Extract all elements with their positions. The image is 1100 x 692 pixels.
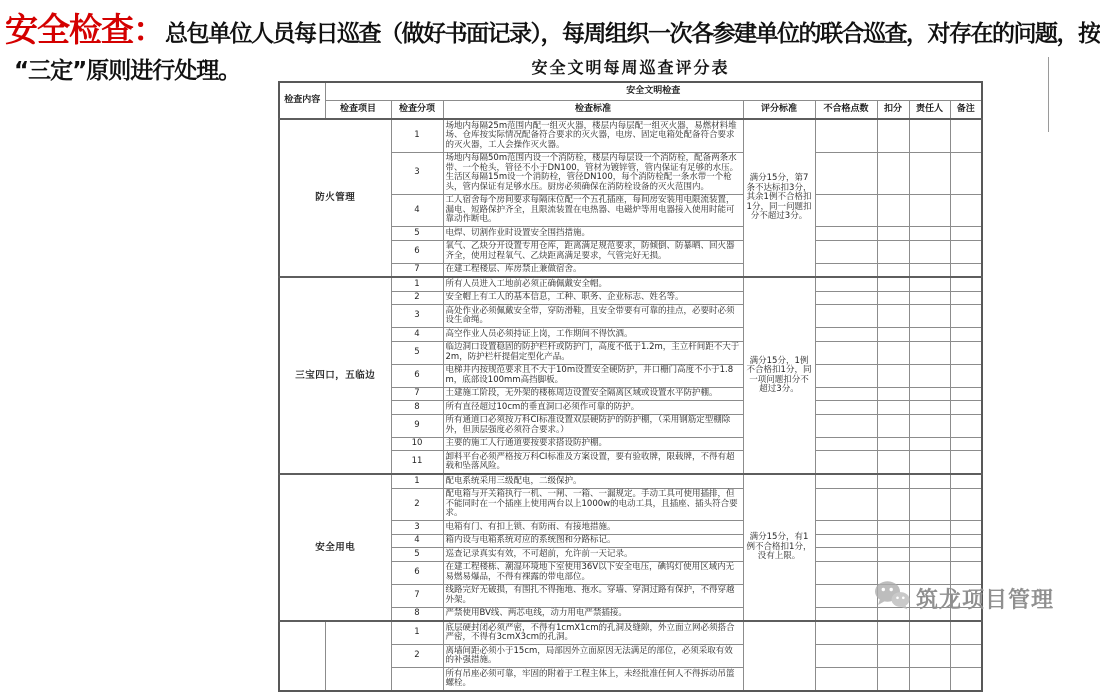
responsible-cell xyxy=(909,119,950,152)
responsible-cell xyxy=(909,263,950,277)
defect-count-cell xyxy=(815,414,877,437)
responsible-cell xyxy=(909,534,950,548)
watermark-text: 筑龙项目管理 xyxy=(915,587,1054,613)
responsible-cell xyxy=(909,194,950,227)
check-item-number: 6 xyxy=(391,364,443,387)
check-content-cell xyxy=(279,621,325,691)
check-item-number: 4 xyxy=(391,194,443,227)
table-title: 安全文明每周巡查评分表 xyxy=(531,58,730,77)
check-item-number: 1 xyxy=(391,474,443,488)
defect-count-cell xyxy=(815,364,877,387)
stray-vertical-line xyxy=(1048,57,1049,132)
headline-text-line1: 总包单位人员每日巡查（做好书面记录），每周组织一次各参建单位的联合巡查，对存在的问题，按 xyxy=(165,21,1100,47)
check-standard-text: 安全帽上有工人的基本信息，工种、职务、企业标志、姓名等。 xyxy=(443,291,743,305)
remark-cell xyxy=(950,263,982,277)
check-standard-text: 底层硬封闭必须严密，不得有1cmX1cm的孔洞及缝隙，外立面立网必须搭合严密，不得有3cmX3cm的孔洞。 xyxy=(443,621,743,645)
check-standard-text: 高处作业必须佩戴安全带，穿防滑鞋，且安全带要有可靠的挂点，必要时必须设生命绳。 xyxy=(443,305,743,328)
defect-count-cell xyxy=(815,240,877,263)
defect-count-cell xyxy=(815,437,877,451)
check-item-number: 5 xyxy=(391,548,443,562)
remark-cell xyxy=(950,451,982,475)
header-deduction: 扣分 xyxy=(877,101,909,120)
defect-count-cell xyxy=(815,341,877,364)
responsible-cell xyxy=(909,401,950,415)
header-check-standard: 检查标准 xyxy=(443,101,743,120)
check-item-number: 8 xyxy=(391,607,443,621)
check-standard-text: 所有通道口必须按万科CI标准设置双层硬防护的防护棚，（采用钢筋定型棚除外，但顶层强度必须符合要求。） xyxy=(443,414,743,437)
deduction-cell xyxy=(877,194,909,227)
deduction-cell xyxy=(877,227,909,241)
remark-cell xyxy=(950,277,982,291)
check-item-number: 1 xyxy=(391,621,443,645)
remark-cell xyxy=(950,291,982,305)
responsible-cell xyxy=(909,488,950,521)
check-standard-text: 离墙间距必须小于15cm，局部因外立面原因无法满足的部位，必须采取有效的补强措施。 xyxy=(443,645,743,668)
check-standard-text: 工人宿舍每个房间要求每隔床位配一个五孔插座，每间房安装用电限流装置，漏电、短路保护齐全，且限流装置在电热器、电磁炉等用电器接入使用时能可靠动作断电。 xyxy=(443,194,743,227)
check-standard-text: 在建工程楼栋、潮湿环境地下室使用36V以下安全电压，碘钨灯使用区域内无易燃易爆品，不得有裸露的带电部位。 xyxy=(443,561,743,584)
table-row xyxy=(279,119,982,152)
remark-cell xyxy=(950,488,982,521)
check-standard-text: 巡查记录真实有效，不可超前，允许前一天记录。 xyxy=(443,548,743,562)
table-row xyxy=(279,474,982,488)
table-row xyxy=(279,621,982,645)
check-standard-text: 配电系统采用三级配电，二级保护。 xyxy=(443,474,743,488)
check-standard-text: 所有直径超过10cm的垂直洞口必须作可靠的防护。 xyxy=(443,401,743,415)
deduction-cell xyxy=(877,341,909,364)
defect-count-cell xyxy=(815,534,877,548)
defect-count-cell xyxy=(815,328,877,342)
remark-cell xyxy=(950,548,982,562)
defect-count-cell xyxy=(815,548,877,562)
check-item-number: 10 xyxy=(391,437,443,451)
defect-count-cell xyxy=(815,401,877,415)
check-standard-text: 卸料平台必须严格按万科CI标准及方案设置，要有验收牌，限载牌，不得有超载和坠落风险。 xyxy=(443,451,743,475)
responsible-cell xyxy=(909,305,950,328)
responsible-cell xyxy=(909,387,950,401)
header-check-item: 检查分项 xyxy=(391,101,443,120)
defect-count-cell xyxy=(815,152,877,194)
deduction-cell xyxy=(877,277,909,291)
check-item-number: 8 xyxy=(391,401,443,415)
check-standard-text: 所有吊座必须可靠，牢固的附着于工程主体上，未经批准任何人不得拆动吊篮螺栓。 xyxy=(443,668,743,692)
remark-cell xyxy=(950,437,982,451)
defect-count-cell xyxy=(815,645,877,668)
deduction-cell xyxy=(877,119,909,152)
defect-count-cell xyxy=(815,474,877,488)
deduction-cell xyxy=(877,364,909,387)
check-project-cell: 安全用电 xyxy=(279,474,391,621)
responsible-cell xyxy=(909,474,950,488)
check-item-number xyxy=(391,668,443,692)
remark-cell xyxy=(950,534,982,548)
responsible-cell xyxy=(909,152,950,194)
responsible-cell xyxy=(909,548,950,562)
check-item-number: 1 xyxy=(391,119,443,152)
deduction-cell xyxy=(877,645,909,668)
responsible-cell xyxy=(909,668,950,692)
defect-count-cell xyxy=(815,305,877,328)
remark-cell xyxy=(950,668,982,692)
responsible-cell xyxy=(909,240,950,263)
header-responsible: 责任人 xyxy=(909,101,950,120)
check-item-number: 6 xyxy=(391,561,443,584)
defect-count-cell xyxy=(815,668,877,692)
responsible-cell xyxy=(909,645,950,668)
header-score-rule: 评分标准 xyxy=(743,101,815,120)
deduction-cell xyxy=(877,451,909,475)
score-rule-cell xyxy=(743,621,815,691)
check-standard-text: 电梯井内按规范要求且不大于10m设置安全硬防护，井口栅门高度不小于1.8m，底部设100mm高挡脚板。 xyxy=(443,364,743,387)
check-standard-text: 电箱有门、有扣上锁、有防雨、有接地措施。 xyxy=(443,521,743,535)
check-project-cell: 三宝四口，五临边 xyxy=(279,277,391,474)
responsible-cell xyxy=(909,227,950,241)
check-standard-text: 配电箱与开关箱执行一机、一闸、一箱、一漏规定。手动工具可使用插排，但不能同时在一个插座上使用两台以上1000w的电动工具，且插座、插头符合要求。 xyxy=(443,488,743,521)
deduction-cell xyxy=(877,474,909,488)
check-project-cell xyxy=(325,621,391,691)
check-standard-text: 在建工程楼层、库房禁止兼做宿舍。 xyxy=(443,263,743,277)
header-remark: 备注 xyxy=(950,101,982,120)
deduction-cell xyxy=(877,263,909,277)
check-item-number: 11 xyxy=(391,451,443,475)
defect-count-cell xyxy=(815,291,877,305)
defect-count-cell xyxy=(815,194,877,227)
check-standard-text: 场地内每隔50m范围内设一个消防栓，楼层内每层设一个消防栓，配备两条水带、一个枪头，管径不小于DN100，管材为镀锌管，管内保证有足够的水压。生活区每隔15m设一个消防栓，管径DN100，每个消防栓配一条水带一个枪头，管内保证有足够水压。厨房必须确保在消防栓设备的灭火范围内。 xyxy=(443,152,743,194)
deduction-cell xyxy=(877,291,909,305)
remark-cell xyxy=(950,119,982,152)
remark-cell xyxy=(950,401,982,415)
check-item-number: 4 xyxy=(391,328,443,342)
remark-cell xyxy=(950,240,982,263)
score-rule-cell: 满分15分，有1例不合格扣1分，没有上限。 xyxy=(743,474,815,621)
score-rule-cell: 满分15分，1例不合格扣1分，同一项问题扣分不超过3分。 xyxy=(743,277,815,474)
header-check-project: 检查项目 xyxy=(325,101,391,120)
defect-count-cell xyxy=(815,584,877,607)
check-item-number: 7 xyxy=(391,263,443,277)
check-standard-text: 氧气、乙炔分开设置专用仓库，距离满足规范要求，防倾倒、防暴晒、回火器齐全，使用过程氧气、乙炔距离满足要求，气管完好无损。 xyxy=(443,240,743,263)
headline-text-line2: “三定”原则进行处理。 xyxy=(14,58,241,84)
deduction-cell xyxy=(877,534,909,548)
check-standard-text: 高空作业人员必须持证上岗，工作期间不得饮酒。 xyxy=(443,328,743,342)
deduction-cell xyxy=(877,488,909,521)
check-item-number: 6 xyxy=(391,240,443,263)
check-item-number: 3 xyxy=(391,305,443,328)
defect-count-cell xyxy=(815,521,877,535)
remark-cell xyxy=(950,414,982,437)
table-row xyxy=(279,277,982,291)
remark-cell xyxy=(950,328,982,342)
check-item-number: 3 xyxy=(391,521,443,535)
defect-count-cell xyxy=(815,387,877,401)
header-check-content: 检查内容 xyxy=(279,82,325,119)
header-defect-count: 不合格点数 xyxy=(815,101,877,120)
check-item-number: 2 xyxy=(391,488,443,521)
responsible-cell xyxy=(909,451,950,475)
defect-count-cell xyxy=(815,277,877,291)
headline-highlight: 安全检查： xyxy=(5,10,165,49)
deduction-cell xyxy=(877,401,909,415)
deduction-cell xyxy=(877,621,909,645)
check-item-number: 5 xyxy=(391,341,443,364)
responsible-cell xyxy=(909,521,950,535)
remark-cell xyxy=(950,474,982,488)
defect-count-cell xyxy=(815,561,877,584)
wechat-icon xyxy=(874,580,910,616)
check-standard-text: 电焊、切割作业时设置安全围挡措施。 xyxy=(443,227,743,241)
deduction-cell xyxy=(877,414,909,437)
responsible-cell xyxy=(909,291,950,305)
remark-cell xyxy=(950,227,982,241)
deduction-cell xyxy=(877,152,909,194)
check-project-cell: 防火管理 xyxy=(279,119,391,277)
remark-cell xyxy=(950,152,982,194)
check-standard-text: 场地内每隔25m范围内配一组灭火器，楼层内每层配一组灭火器，易燃材料堆场、仓库按实际情况配备符合要求的灭火器，电房、固定电箱处配备符合要求的灭火器，工人会操作灭火器。 xyxy=(443,119,743,152)
check-item-number: 5 xyxy=(391,227,443,241)
responsible-cell xyxy=(909,277,950,291)
deduction-cell xyxy=(877,521,909,535)
check-item-number: 7 xyxy=(391,584,443,607)
defect-count-cell xyxy=(815,227,877,241)
check-item-number: 3 xyxy=(391,152,443,194)
check-standard-text: 主要的施工人行通道要按要求搭设防护棚。 xyxy=(443,437,743,451)
responsible-cell xyxy=(909,621,950,645)
watermark xyxy=(874,580,1054,616)
deduction-cell xyxy=(877,305,909,328)
defect-count-cell xyxy=(815,607,877,621)
check-item-number: 4 xyxy=(391,534,443,548)
check-standard-text: 严禁使用BV线、两芯电线，动力用电严禁插接。 xyxy=(443,607,743,621)
deduction-cell xyxy=(877,548,909,562)
defect-count-cell xyxy=(815,488,877,521)
check-standard-text: 线路完好无破损，有围扎不得拖地、拖水。穿墙、穿洞过路有保护，不得穿越外架。 xyxy=(443,584,743,607)
check-item-number: 2 xyxy=(391,291,443,305)
deduction-cell xyxy=(877,328,909,342)
remark-cell xyxy=(950,645,982,668)
defect-count-cell xyxy=(815,263,877,277)
remark-cell xyxy=(950,364,982,387)
responsible-cell xyxy=(909,341,950,364)
defect-count-cell xyxy=(815,621,877,645)
remark-cell xyxy=(950,305,982,328)
check-standard-text: 土建施工阶段，无外架的楼栋周边设置安全隔离区域或设置水平防护棚。 xyxy=(443,387,743,401)
deduction-cell xyxy=(877,668,909,692)
check-item-number: 9 xyxy=(391,414,443,437)
deduction-cell xyxy=(877,437,909,451)
check-item-number: 2 xyxy=(391,645,443,668)
check-standard-text: 所有人员进入工地前必须正确佩戴安全帽。 xyxy=(443,277,743,291)
check-item-number: 1 xyxy=(391,277,443,291)
defect-count-cell xyxy=(815,451,877,475)
check-item-number: 7 xyxy=(391,387,443,401)
responsible-cell xyxy=(909,437,950,451)
responsible-cell xyxy=(909,328,950,342)
header-group-title: 安全文明检查 xyxy=(325,82,982,101)
remark-cell xyxy=(950,387,982,401)
deduction-cell xyxy=(877,240,909,263)
remark-cell xyxy=(950,194,982,227)
responsible-cell xyxy=(909,364,950,387)
check-standard-text: 箱内设与电箱系统对应的系统图和分路标记。 xyxy=(443,534,743,548)
remark-cell xyxy=(950,521,982,535)
deduction-cell xyxy=(877,387,909,401)
score-rule-cell: 满分15分，第7条不达标扣3分，其余1例不合格扣1分，同一问题扣分不超过3分。 xyxy=(743,119,815,277)
defect-count-cell xyxy=(815,119,877,152)
remark-cell xyxy=(950,341,982,364)
remark-cell xyxy=(950,621,982,645)
check-standard-text: 临边洞口设置稳固的防护栏杆或防护门，高度不低于1.2m，主立杆间距不大于2m，防护栏杆提倡定型化产品。 xyxy=(443,341,743,364)
responsible-cell xyxy=(909,414,950,437)
